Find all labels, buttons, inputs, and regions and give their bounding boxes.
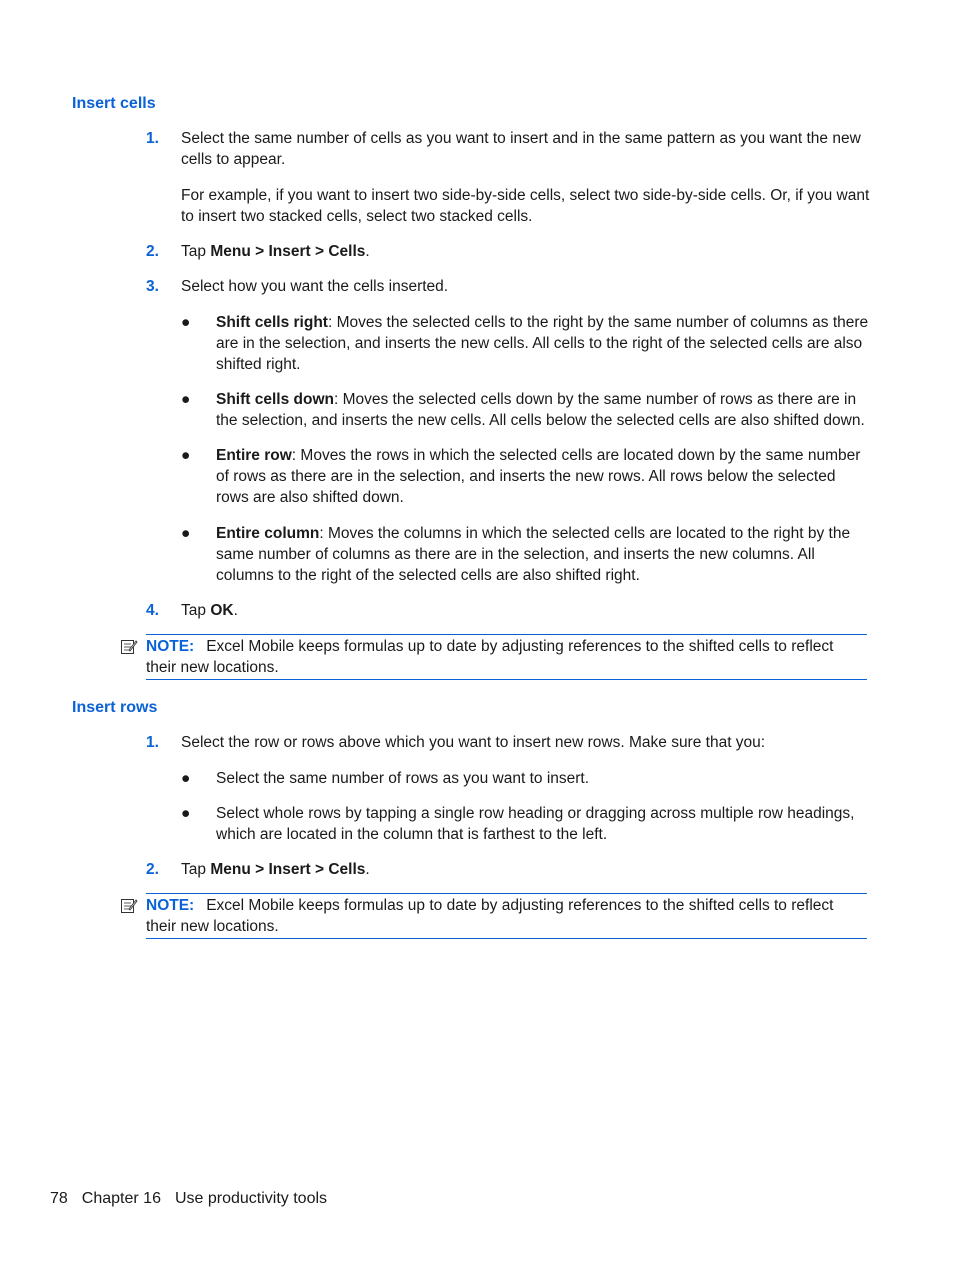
step-number: 1.	[146, 130, 159, 147]
page-number: 78	[50, 1190, 68, 1207]
step-text-pre: Tap	[181, 243, 211, 260]
step-3	[146, 276, 876, 297]
step-text	[181, 600, 876, 621]
note-text: Excel Mobile keeps formulas up to date by adjusting references to the shifted cells to reflect their new locations.	[146, 638, 834, 676]
bullet-icon: ●	[181, 447, 191, 464]
option-name: Shift cells down	[216, 391, 334, 408]
option-description: : Moves the columns in which the selected cells are located to the right by the same number of columns as there are in the selection, and inserts the new columns. All columns to the right of the selected cells are also shifted right.	[216, 525, 851, 584]
menu-path: Menu > Insert > Cells	[210, 861, 366, 878]
bullet-item	[181, 389, 871, 431]
step-2	[146, 859, 876, 880]
bullet-text: Select whole rows by tapping a single row heading or dragging across multiple row headings, which are located in the column that is farthest to the left.	[216, 805, 855, 843]
step-text: Select the same number of cells as you want to insert and in the same pattern as you want the new cells to appear.	[181, 130, 861, 168]
step-text-post: .	[233, 602, 238, 619]
chapter-title: Use productivity tools	[174, 1190, 328, 1207]
step-text: Select how you want the cells inserted.	[181, 278, 449, 295]
option-name: Entire column	[216, 525, 320, 542]
note-box	[146, 634, 867, 680]
ok-label: OK	[210, 602, 234, 619]
bullet-icon: ●	[181, 391, 191, 408]
step-text-pre: Tap	[181, 861, 211, 878]
bullet-item	[181, 445, 871, 508]
step-text	[181, 859, 876, 880]
bullet-icon: ●	[181, 805, 191, 822]
bullet-icon: ●	[181, 770, 191, 787]
step-text-post: .	[365, 861, 370, 878]
step-text	[181, 241, 876, 262]
bullet-item	[181, 523, 871, 586]
chapter-label: Chapter 16	[81, 1190, 161, 1207]
step-text-pre: Tap	[181, 602, 211, 619]
option-description: : Moves the rows in which the selected cells are located down by the same number of rows as there are in the selection, and inserts the new rows. All rows below the selected rows are also shifted down.	[216, 447, 861, 506]
page-footer	[50, 1190, 341, 1208]
note-text: Excel Mobile keeps formulas up to date by adjusting references to the shifted cells to reflect their new locations.	[146, 897, 834, 935]
bullet-icon: ●	[181, 525, 191, 542]
option-description: : Moves the selected cells down by the same number of rows as there are in the selection, and inserts the new cells. All cells below the selected cells are also shifted down.	[216, 391, 865, 429]
step-text: Select the row or rows above which you want to insert new rows. Make sure that you:	[181, 734, 766, 751]
step-number: 3.	[146, 278, 159, 295]
note-label: NOTE:	[146, 638, 195, 655]
step-4	[146, 600, 876, 621]
note-label: NOTE:	[146, 897, 195, 914]
step-number: 2.	[146, 861, 159, 878]
menu-path: Menu > Insert > Cells	[210, 243, 366, 260]
note-pencil-icon	[120, 638, 138, 656]
option-name: Entire row	[216, 447, 292, 464]
step-number: 1.	[146, 734, 159, 751]
step-text-post: .	[365, 243, 370, 260]
section-heading-insert-rows: Insert rows	[72, 699, 158, 716]
bullet-item	[181, 312, 871, 375]
note-pencil-icon	[120, 897, 138, 915]
option-description: : Moves the selected cells to the right by the same number of columns as there are in the selection, and inserts the new cells. All cells to the right of the selected cells are also shifted right.	[216, 314, 869, 373]
bullet-text: Select the same number of rows as you want to insert.	[216, 770, 590, 787]
step-number: 2.	[146, 243, 159, 260]
note-box	[146, 893, 867, 939]
option-name: Shift cells right	[216, 314, 328, 331]
example-paragraph: For example, if you want to insert two side-by-side cells, select two side-by-side cells. Or, if you want to insert two stacked cells, select two stacked cells.	[181, 187, 870, 225]
section-heading-insert-cells: Insert cells	[72, 95, 156, 112]
step-1	[146, 128, 876, 170]
step-number: 4.	[146, 602, 159, 619]
bullet-item	[181, 803, 871, 845]
step-1	[146, 732, 876, 753]
bullet-item	[181, 768, 871, 789]
bullet-icon: ●	[181, 314, 191, 331]
step-2	[146, 241, 876, 262]
